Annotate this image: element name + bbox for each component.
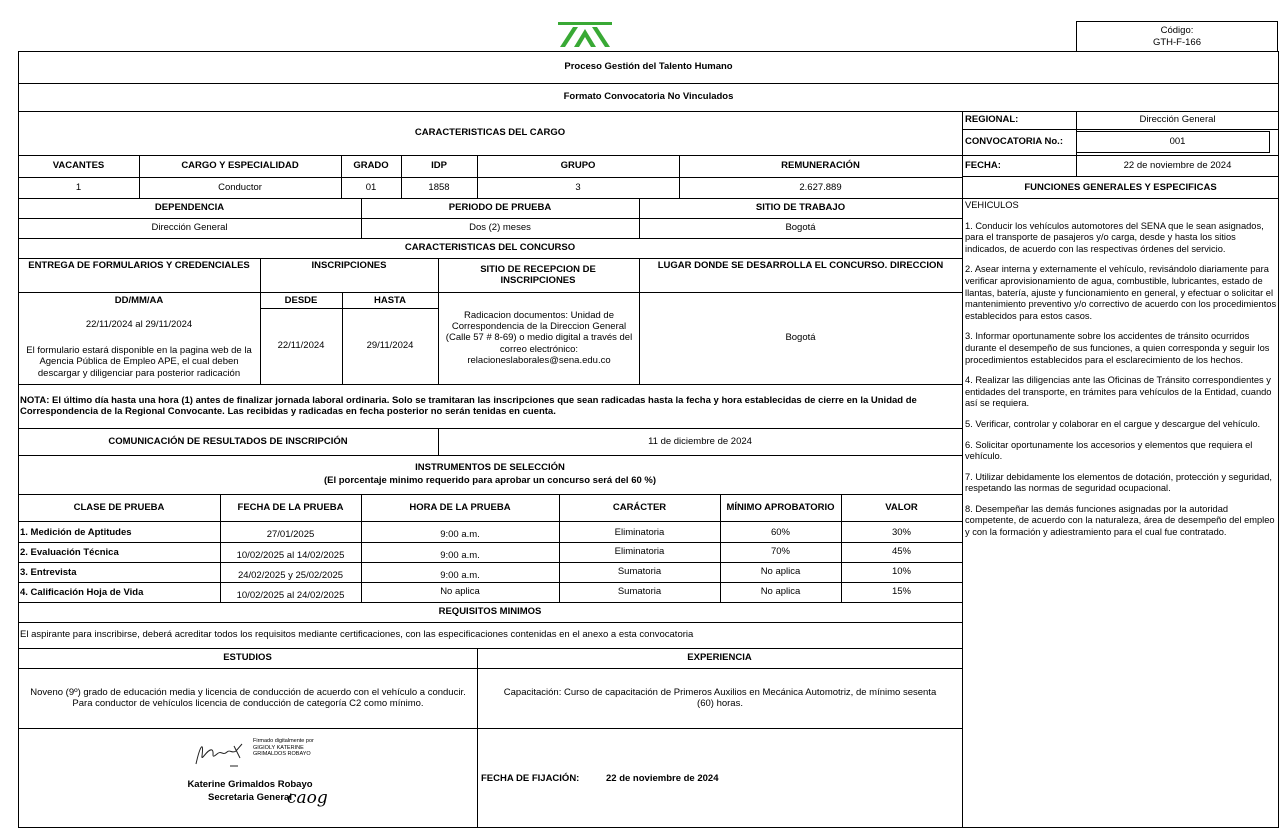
- funcion-item: 6. Solicitar oportunamente los accesorios y elementos que requiera el vehículo.: [965, 439, 1253, 462]
- hora-header: HORA DE LA PRUEBA: [409, 501, 511, 513]
- comunicacion-label: COMUNICACIÓN DE RESULTADOS DE INSCRIPCIÓN: [108, 435, 348, 447]
- formato-title: Formato Convocatoria No Vinculados: [563, 91, 734, 103]
- requisitos-text: El aspirante para inscribirse, deberá acreditar todos los requisitos mediante certificaciones, con las especificaciones contenidas en el anexo a esta convocatoria: [20, 629, 694, 641]
- remuneracion-value: 2.627.889: [799, 181, 842, 193]
- concurso-section-title: CARACTERISTICAS DEL CONCURSO: [404, 242, 576, 254]
- table-row-hora: 9:00 a.m.: [440, 550, 480, 562]
- periodo-label: PERIODO DE PRUEBA: [448, 202, 552, 214]
- fecha-label: FECHA:: [965, 159, 1001, 171]
- proceso-title: Proceso Gestión del Talento Humano: [564, 61, 733, 73]
- table-row-minimo: No aplica: [760, 566, 801, 578]
- entrega-label: ENTREGA DE FORMULARIOS Y CREDENCIALES: [28, 260, 250, 272]
- codigo-value: GTH-F-166: [1152, 37, 1202, 49]
- regional-label: REGIONAL:: [965, 114, 1019, 126]
- funcion-item: 7. Utilizar debidamente los elementos de dotación, protección y seguridad, respetando las normas de seguridad ocupacional.: [965, 471, 1272, 494]
- estudios-label: ESTUDIOS: [223, 652, 272, 664]
- ddmmaa-label: DD/MM/AA: [114, 294, 164, 306]
- table-row-valor: 45%: [891, 546, 911, 558]
- experiencia-label: EXPERIENCIA: [687, 652, 752, 664]
- fecha-value: 22 de noviembre de 2024: [1123, 159, 1232, 171]
- grupo-value: 3: [575, 181, 581, 193]
- grado-value: 01: [365, 181, 377, 193]
- sitio-value: Bogotá: [785, 222, 816, 234]
- comunicacion-value: 11 de diciembre de 2024: [648, 435, 752, 447]
- funciones-title: FUNCIONES GENERALES Y ESPECIFICAS: [1024, 181, 1217, 193]
- clase-header: CLASE DE PRUEBA: [73, 501, 165, 513]
- digital-signature-stamp: Firmado digitalmente por GIGIOLY KATERINE GRIMALDOS ROBAYO: [253, 738, 314, 757]
- nota-text: NOTA: El último día hasta una hora (1) antes de finalizar jornada laboral ordinaria. Solo se tramitaran las inscripciones que sean radicadas hasta la fecha y hora establecidas de cierre en la Unidad de Correspondencia de la Regional Convocante. Las recibidas y radicadas en fecha posterior no serán tenidas en cuenta.: [20, 395, 917, 418]
- sitio-recepcion-label: SITIO DE RECEPCION DE INSCRIPCIONES: [480, 263, 596, 286]
- fecha-prueba-header: FECHA DE LA PRUEBA: [237, 501, 344, 513]
- funcion-item: 4. Realizar las diligencias ante las Oficinas de Tránsito correspondientes y entidades del transporte, en trámites para vehículos de la Entidad, cuando así se requiera.: [965, 375, 1272, 409]
- funciones-list: [965, 200, 1277, 548]
- valor-header: VALOR: [885, 501, 918, 513]
- table-row-fecha: 10/02/2025 al 14/02/2025: [236, 550, 345, 562]
- grado-header: GRADO: [353, 160, 389, 172]
- idp-value: 1858: [428, 181, 450, 193]
- desde-label: DESDE: [284, 294, 318, 306]
- sena-logo: [556, 20, 614, 50]
- regional-value: Dirección General: [1139, 114, 1216, 126]
- table-row-valor: 30%: [891, 527, 911, 539]
- firmante-nombre: Katerine Grimaldos Robayo: [187, 779, 313, 791]
- experiencia-value: Capacitación: Curso de capacitación de Primeros Auxilios en Mecánica Automotriz, de mínimo sesenta (60) horas.: [503, 686, 937, 709]
- funcion-item: 8. Desempeñar las demás funciones asignadas por la autoridad competente, de acuerdo con la naturaleza, área de desempeño del empleo y con la formación y adiestramiento para el cual fue contratado.: [965, 503, 1275, 538]
- estudios-value: Noveno (9º) grado de educación media y licencia de conducción de acuerdo con el vehículo a conducir. Para conductor de vehículos licencia de conducción de categoría C2 como mínimo.: [30, 686, 466, 709]
- convocatoria-value: 001: [1169, 136, 1186, 148]
- funcion-item: 5. Verificar, controlar y colaborar en el cargue y descargue del vehículo.: [965, 418, 1261, 429]
- dependencia-label: DEPENDENCIA: [154, 202, 225, 214]
- table-row-valor: 15%: [891, 586, 911, 598]
- table-row-fecha: 27/01/2025: [266, 529, 315, 541]
- table-row-fecha: 10/02/2025 al 24/02/2025: [236, 590, 345, 602]
- table-row-hora: 9:00 a.m.: [440, 570, 480, 582]
- cargo-header: CARGO Y ESPECIALIDAD: [181, 160, 299, 172]
- lugar-label: LUGAR DONDE SE DESARROLLA EL CONCURSO. DIRECCION: [657, 260, 944, 272]
- iniciales-manuscritas: caog: [287, 788, 328, 808]
- table-row-caracter: Sumatoria: [617, 586, 662, 598]
- fijacion-value: 22 de noviembre de 2024: [606, 773, 719, 784]
- idp-header: IDP: [431, 160, 447, 172]
- convocatoria-label: CONVOCATORIA No.:: [965, 136, 1063, 148]
- hasta-label: HASTA: [373, 294, 407, 306]
- vacantes-header: VACANTES: [52, 160, 105, 172]
- lugar-value: Bogotá: [785, 332, 816, 344]
- cargo-value: Conductor: [218, 181, 262, 193]
- table-row-valor: 10%: [891, 566, 911, 578]
- table-row-caracter: Eliminatoria: [614, 527, 665, 539]
- funcion-item: 3. Informar oportunamente sobre los accidentes de tránsito ocurridos durante el desempeño de sus funciones, a quien corresponda y seguir los procedimientos establecidos para el esclarecimiento de los hechos.: [965, 331, 1270, 365]
- table-row-minimo: No aplica: [760, 586, 801, 598]
- entrega-texto: El formulario estará disponible en la pagina web de la Agencia Pública de Empleo APE, el cual deben descargar y diligenciar para posterior radicación: [26, 345, 252, 379]
- caracter-header: CARÁCTER: [612, 501, 667, 513]
- codigo-label: Código:: [1160, 25, 1194, 37]
- firmante-cargo: Secretaria General: [208, 792, 292, 804]
- periodo-value: Dos (2) meses: [469, 222, 531, 234]
- instrumentos-title: INSTRUMENTOS DE SELECCIÓN: [415, 462, 565, 474]
- table-row-clase: 3. Entrevista: [20, 567, 77, 578]
- dependencia-value: Dirección General: [151, 222, 228, 234]
- funcion-item: 1. Conducir los vehículos automotores del SENA que le sean asignados, para el transporte de pasajeros y/o carga, desde y hasta los sitios indicados, de acuerdo con las respectivas órdenes del servicio.: [965, 220, 1264, 254]
- convocatoria-input-box: [1076, 131, 1270, 153]
- inscripciones-label: INSCRIPCIONES: [311, 260, 387, 272]
- table-row-caracter: Sumatoria: [617, 566, 662, 578]
- grupo-header: GRUPO: [560, 160, 596, 172]
- table-row-minimo: 60%: [770, 527, 790, 539]
- cargo-section-title: CARACTERISTICAS DEL CARGO: [414, 127, 566, 139]
- fijacion-label: FECHA DE FIJACIÓN:: [481, 773, 580, 784]
- sitio-label: SITIO DE TRABAJO: [755, 202, 846, 214]
- requisitos-title: REQUISITOS MINIMOS: [438, 606, 542, 618]
- table-row-minimo: 70%: [770, 546, 790, 558]
- entrega-fechas: 22/11/2024 al 29/11/2024: [85, 319, 193, 331]
- table-row-clase: 1. Medición de Aptitudes: [20, 527, 132, 538]
- vacantes-value: 1: [75, 181, 82, 193]
- instrumentos-subtitle: (El porcentaje minimo requerido para aprobar un concurso será del 60 %): [323, 475, 657, 487]
- table-row-clase: 2. Evaluación Técnica: [20, 547, 119, 558]
- table-row-fecha: 24/02/2025 y 25/02/2025: [237, 570, 344, 582]
- minimo-header: MÍNIMO APROBATORIO: [726, 501, 835, 513]
- table-row-clase: 4. Calificación Hoja de Vida: [20, 587, 144, 598]
- remuneracion-header: REMUNERACIÓN: [781, 160, 860, 172]
- signature-image: [190, 736, 250, 770]
- table-row-hora: No aplica: [440, 586, 480, 598]
- table-row-caracter: Eliminatoria: [614, 546, 665, 558]
- recepcion-value: Radicacion documentos: Unidad de Correspondencia de la Direccion General (Calle 57 # 8-69) o medio digital a través del correo electrónico: relacioneslaborales@sena.edu.co: [445, 309, 633, 367]
- hasta-value: 29/11/2024: [366, 340, 414, 352]
- funcion-item: 2. Asear interna y externamente el vehículo, revisándolo diariamente para verificar aprovisionamiento de agua, combustible, lubricantes, estado de llantas, batería, ajuste y funcionamiento en general, y efectuar o solicitar el mantenimiento preventivo y/o correctivo de acuerdo con los procedimientos establecidos para estos casos.: [965, 264, 1277, 321]
- funcion-item: VEHICULOS: [965, 200, 1019, 210]
- table-row-hora: 9:00 a.m.: [440, 529, 480, 541]
- desde-value: 22/11/2024: [277, 340, 325, 352]
